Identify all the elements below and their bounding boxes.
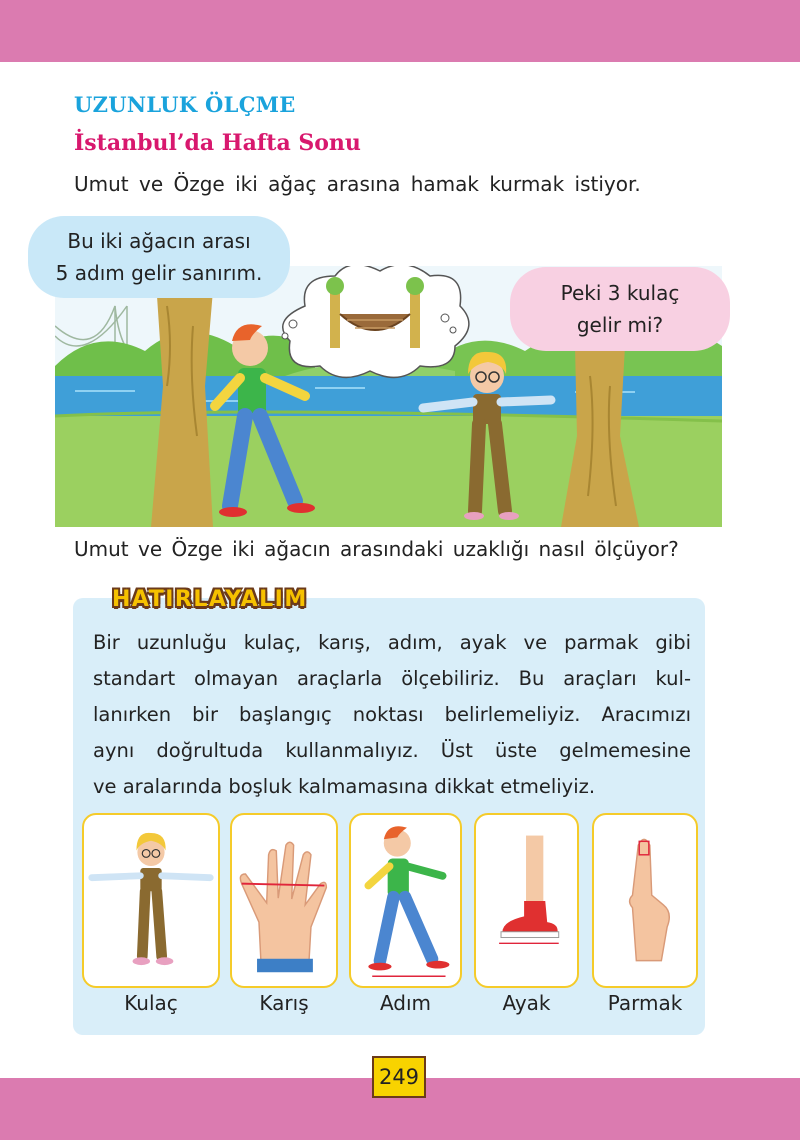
remember-line: standart olmayan araçlarla ölçebiliriz. Bu araçları kul- (93, 667, 691, 690)
intro-text: Umut ve Özge iki ağaç arasına hamak kurmak istiyor. (74, 172, 641, 196)
card-label-adim: Adım (379, 991, 432, 1015)
remember-line: lanırken bir başlangıç noktası belirlemeliyiz. Aracımızı (93, 703, 691, 726)
remember-line: Bir uzunluğu kulaç, karış, adım, ayak ve parmak gibi (93, 631, 691, 654)
speech-line: Peki 3 kulaç (560, 281, 680, 305)
card-label-parmak: Parmak (607, 991, 683, 1015)
card-label-kulac: Kulaç (124, 991, 178, 1015)
speech-line: 5 adım gelir sanırım. (55, 261, 263, 285)
speech-line: gelir mi? (576, 313, 664, 337)
foot-icon (476, 815, 577, 986)
remember-text (93, 625, 691, 805)
card-label-karis: Karış (259, 991, 309, 1015)
remember-line: ve aralarında boşluk kalmamasına dikkat etmeliyiz. (93, 775, 596, 798)
card-parmak (592, 813, 698, 988)
card-ayak (474, 813, 579, 988)
arm-span-icon (84, 815, 218, 986)
page-number: 249 (372, 1056, 426, 1098)
remember-title: HATIRLAYALIM (112, 587, 308, 612)
remember-line: aynı doğrultuda kullanmalıyız. Üst üste gelmemesine (93, 739, 691, 762)
top-band (0, 0, 800, 62)
section-title: UZUNLUK ÖLÇME (74, 92, 296, 117)
speech-bubble-ozge (510, 267, 730, 351)
card-karis (230, 813, 338, 988)
subtitle: İstanbul’da Hafta Sonu (74, 130, 361, 156)
step-icon (351, 815, 460, 986)
hand-span-icon (232, 815, 336, 986)
speech-bubble-umut (28, 216, 290, 298)
card-label-ayak: Ayak (502, 991, 551, 1015)
card-adim (349, 813, 462, 988)
finger-icon (594, 815, 696, 986)
card-kulac (82, 813, 220, 988)
speech-line: Bu iki ağacın arası (67, 229, 251, 253)
question-text: Umut ve Özge iki ağacın arasındaki uzaklığı nasıl ölçüyor? (74, 537, 679, 561)
